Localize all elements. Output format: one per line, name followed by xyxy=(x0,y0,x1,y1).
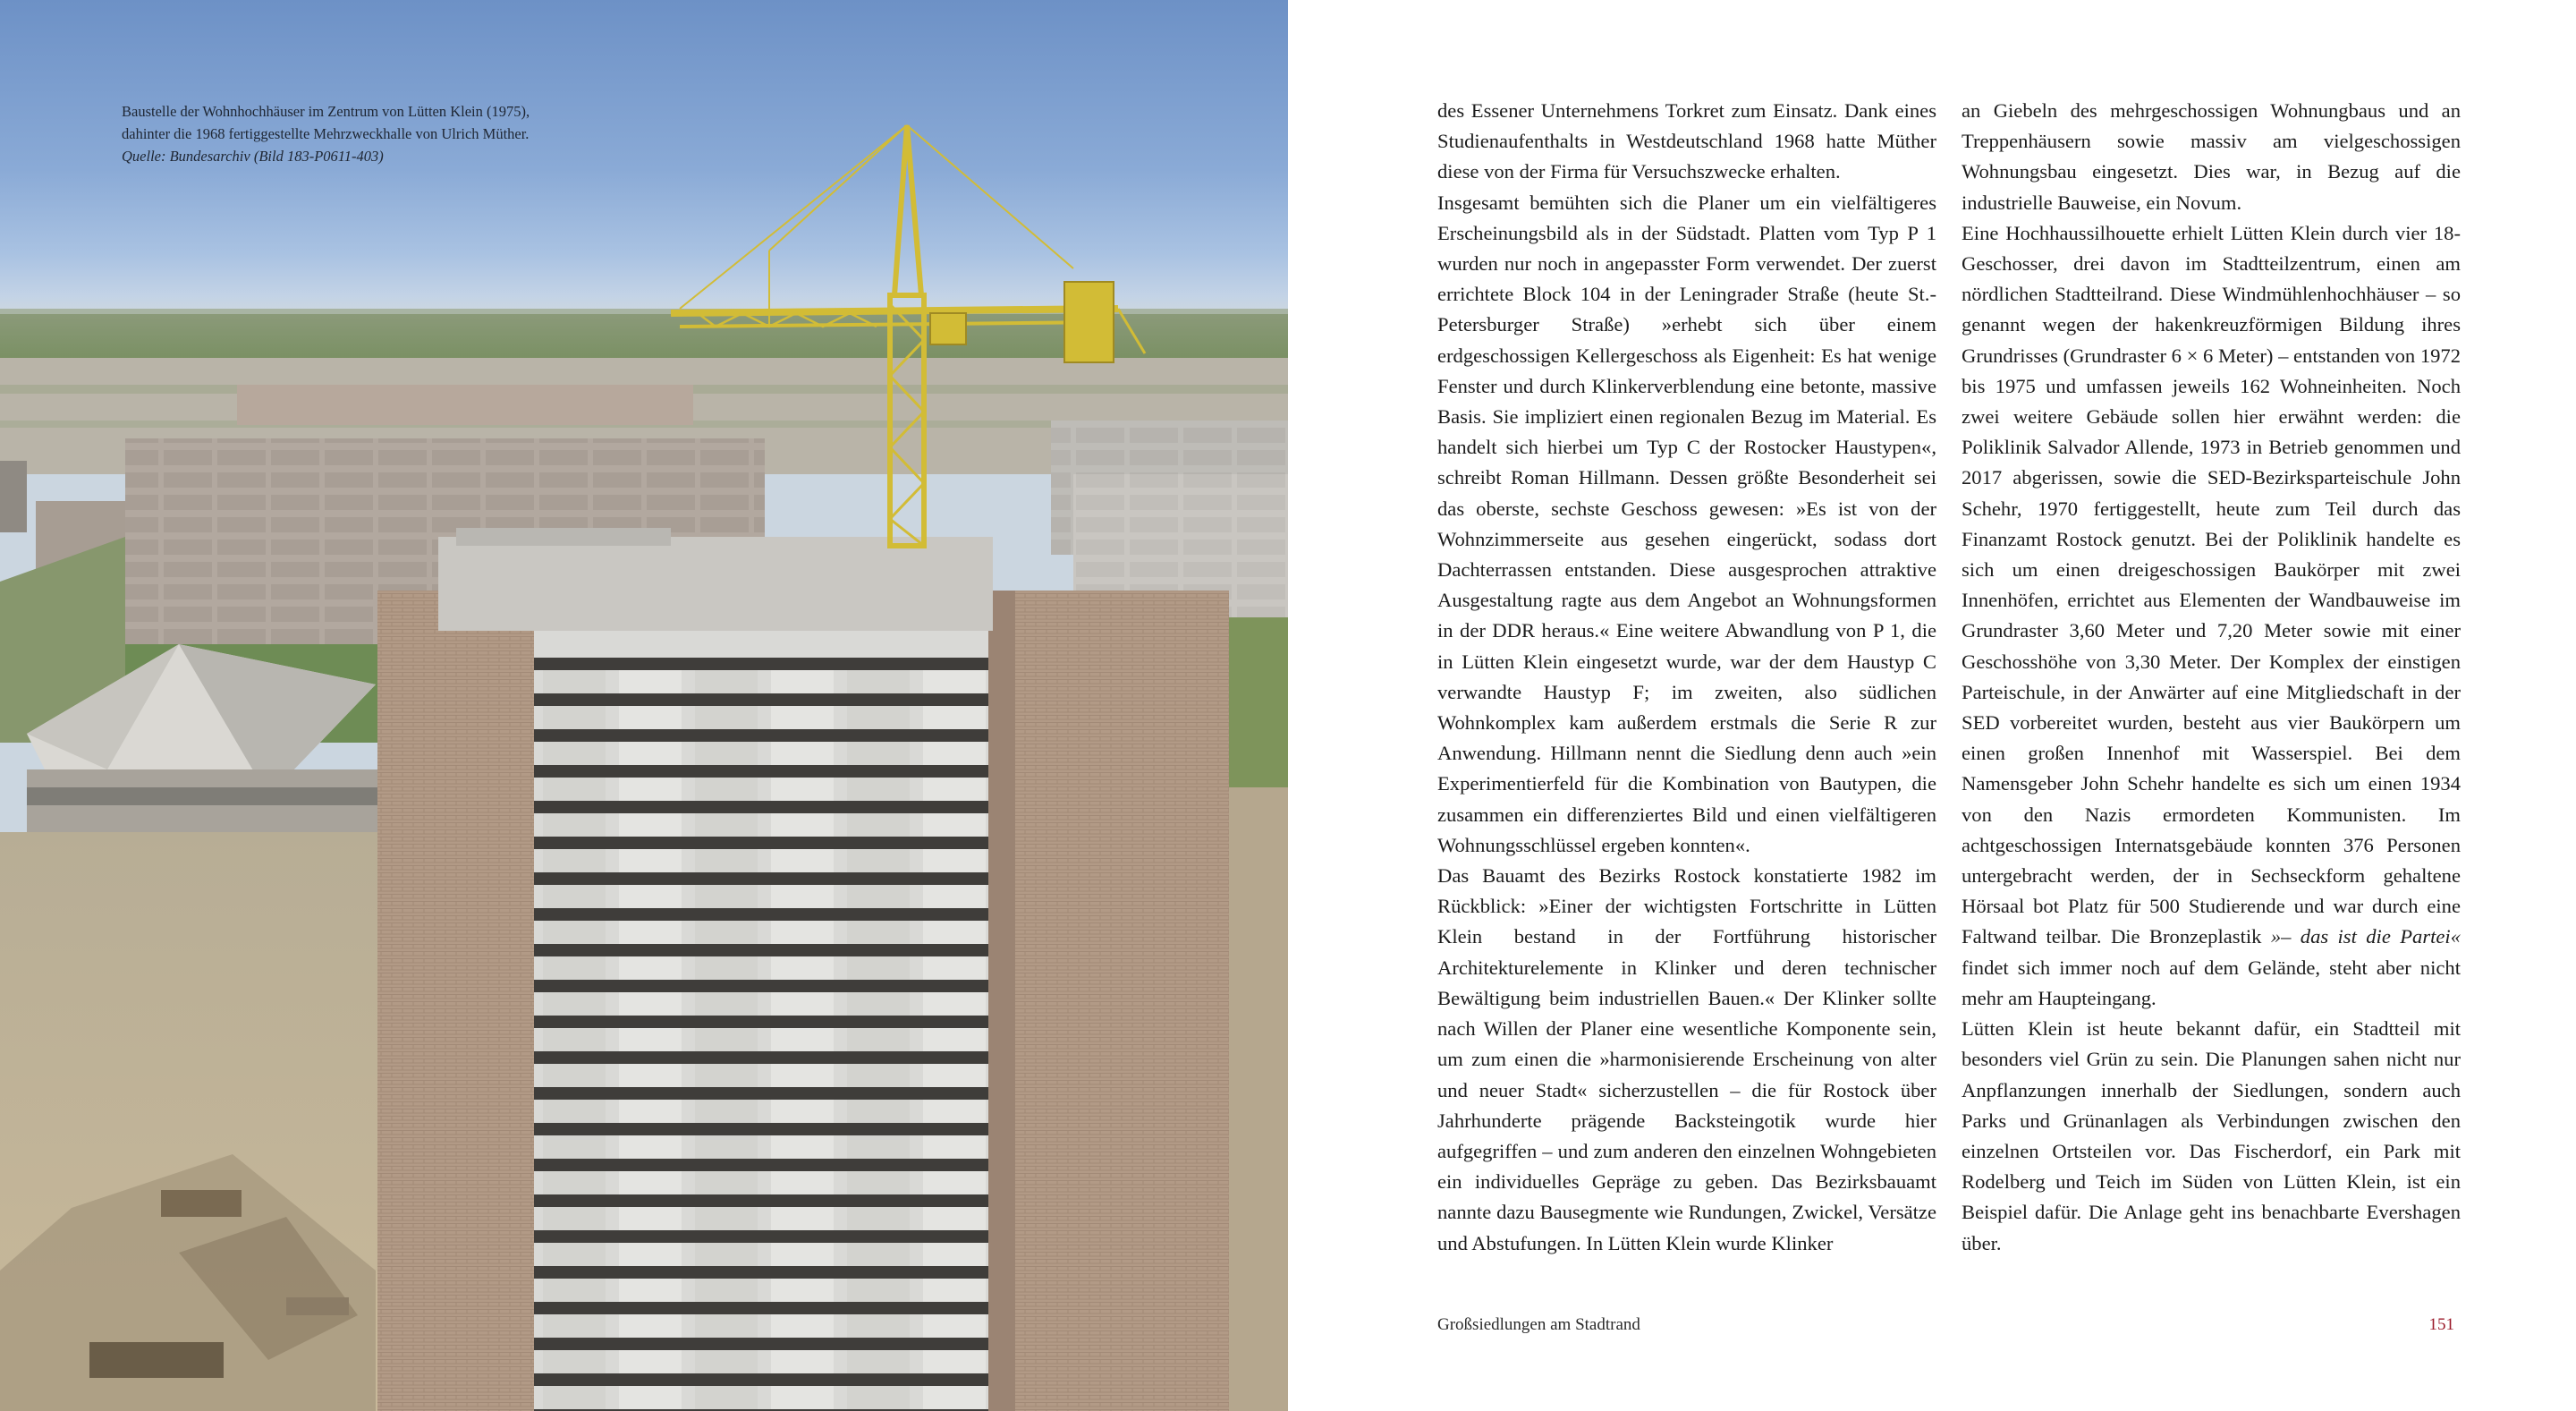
tower-panel xyxy=(619,1100,682,1123)
tower-panel xyxy=(619,921,682,944)
tower-panel xyxy=(923,885,986,908)
tower-panel xyxy=(771,956,834,980)
tower-panel xyxy=(771,1135,834,1159)
tower-floor-shadow xyxy=(534,801,988,813)
caption-line-2: dahinter die 1968 fertiggestellte Mehrzweckhalle von Ulrich Müther. xyxy=(122,125,530,142)
tower-panel xyxy=(695,778,758,801)
tower-panel xyxy=(847,706,910,729)
tower-panel xyxy=(847,1243,910,1266)
tower-panel xyxy=(543,1028,606,1051)
tower-panel xyxy=(543,1171,606,1194)
tower-panel xyxy=(543,992,606,1016)
tower-panel xyxy=(847,1171,910,1194)
paragraph: Insgesamt bemühten sich die Planer um ein vielfältigeres Erscheinungsbild als in der Südstadt. Platten vom Typ P 1 wurden nur noch in angepasster Form verwendet. Der zuerst errichtete Block 104 in der Leningrader Straße (heute St.-Petersburger Straße) »erhebt sich über einem erdgeschossigen Kellergeschoss als Eigenheit: Es hat wenige Fenster und durch Klinkerverblendung eine betonte, massive Basis. Sie impliziert einen regionalen Bezug im Material. Es handelt sich hierbei um Typ C der Rostocker Haustypen«, schreibt Roman Hillmann. Dessen größte Besonderheit sei das oberste, sechste Geschoss gewesen: »Es ist von der Wohnzimmerseite aus gesehen eingerückt, sodass dort Dachterrassen entstanden. Diese ausgesprochen attraktive Ausgestaltung ragte aus dem Angebot an Wohnungsformen in der DDR heraus.« Eine weitere Abwandlung von P 1, die in Lütten Klein eingesetzt wurde, war der dem Haustyp C verwandte Haustyp F; im zweiten, also südlichen Wohnkomplex kam außerdem erstmals die Serie R zur Anwendung. Hillmann nennt die Siedlung denn auch »ein Experimentierfeld für die Kombination von Bautypen, die zusammen ein differenziertes Bild und einen vielfältigeren Wohnungsschlüssel ergeben konnten«. xyxy=(1437,191,1936,856)
tower-panel xyxy=(695,1064,758,1087)
tower-panel xyxy=(695,1279,758,1302)
photo-caption xyxy=(122,100,658,167)
tower-panel xyxy=(619,813,682,837)
tower-floor-shadow xyxy=(534,1087,988,1100)
tower-panel xyxy=(923,778,986,801)
tower-panel xyxy=(695,1171,758,1194)
tower-panel xyxy=(847,1135,910,1159)
tower-panel xyxy=(695,742,758,765)
paragraph xyxy=(1962,218,2461,1014)
tower-panel xyxy=(619,1028,682,1051)
tower-panel xyxy=(695,992,758,1016)
paragraph: des Essener Unternehmens Torkret zum Einsatz. Dank eines Studienaufenthalts in Westdeutschland 1968 hatte Müther diese von der Firma für Versuchszwecke erhalten. xyxy=(1437,99,1936,183)
tower-panel xyxy=(771,1171,834,1194)
tower-panel xyxy=(923,1243,986,1266)
tower-floor-shadow xyxy=(534,658,988,670)
tower-floor-shadow xyxy=(534,1266,988,1279)
tower-panel xyxy=(619,849,682,872)
tower-panel xyxy=(923,1350,986,1373)
tower-panel xyxy=(923,813,986,837)
tower-panel xyxy=(695,885,758,908)
tower-panel xyxy=(543,956,606,980)
tower-panel xyxy=(619,885,682,908)
tower-panel xyxy=(923,921,986,944)
tower-panel xyxy=(695,706,758,729)
tower-floor-shadow xyxy=(534,1016,988,1028)
tower-panel xyxy=(619,1171,682,1194)
caption-source: Quelle: Bundesarchiv (Bild 183-P0611-403) xyxy=(122,148,384,165)
tower-panel xyxy=(619,1279,682,1302)
tower-floor-shadow xyxy=(534,908,988,921)
tower-floor-shadow xyxy=(534,872,988,885)
tower-panel xyxy=(543,778,606,801)
tower-panel xyxy=(543,849,606,872)
tower-panel xyxy=(543,1243,606,1266)
tower-panel xyxy=(847,1028,910,1051)
tower-panel xyxy=(847,1100,910,1123)
tower-panel xyxy=(619,1386,682,1409)
tower-panel xyxy=(847,1279,910,1302)
tower-panel xyxy=(923,706,986,729)
tower-panel xyxy=(695,956,758,980)
tower-panel xyxy=(923,956,986,980)
tower-panel xyxy=(695,1100,758,1123)
tower-panel xyxy=(543,742,606,765)
tower-floor-shadow xyxy=(534,1123,988,1135)
tower-panel xyxy=(923,1028,986,1051)
tower-panel xyxy=(847,778,910,801)
tower-panel xyxy=(543,813,606,837)
tower-panel xyxy=(619,1243,682,1266)
tower-panel xyxy=(847,742,910,765)
tower-floor-shadow xyxy=(534,944,988,956)
tower-panel xyxy=(543,1279,606,1302)
tower-panel xyxy=(543,1314,606,1338)
tower-floor-shadow xyxy=(534,1302,988,1314)
tower-panel xyxy=(543,885,606,908)
paragraph-text: Eine Hochhaussilhouette erhielt Lütten Klein durch vier 18-Geschosser, drei davon im Stadtteilzentrum, einen am nördlichen Stadtteilrand. Diese Windmühlenhochhäuser – so genannt wegen der hakenkreuzförmigen Bildung ihres Grundrisses (Grundraster 6 × 6 Meter) – entstanden von 1972 bis 1975 und umfassen jeweils 162 Wohneinheiten. Noch zwei weitere Gebäude sollen hier erwähnt werden: die Poliklinik Salvador Allende, 1973 in Betrieb genommen und 2017 abgerissen, sowie die SED-Bezirksparteischule John Schehr, 1970 fertiggestellt, heute zum Teil durch das Finanzamt Rostock genutzt. Bei der Poliklinik handelte es sich um einen dreigeschossigen Baukörper mit zwei Innenhöfen, errichtet aus Elementen der Wandbauweise im Grundraster 3,60 Meter und 7,20 Meter sowie mit einer Geschosshöhe von 3,30 Meter. Der Komplex der einstigen Parteischule, in der Anwärter auf eine Mitgliedschaft in der SED vorbereitet wurden, besteht aus vier Baukörpern um einen großen Innenhof mit Wasserspiel. Bei dem Namensgeber John Schehr handelte es sich um einen 1934 von den Nazis ermordeten Kommunisten. Im achtgeschossigen Internatsgebäude konnten 376 Personen untergebracht werden, der in Sechseckform gehaltene Hörsaal bot Platz für 500 Studierende und war durch eine Faltwand teilbar. Die Bronzeplastik xyxy=(1962,221,2462,948)
tower-panel xyxy=(771,1028,834,1051)
tower-panel xyxy=(771,1350,834,1373)
tower-panel xyxy=(695,921,758,944)
tower-panel xyxy=(771,706,834,729)
tower-panel xyxy=(695,813,758,837)
tower-panel xyxy=(847,1350,910,1373)
tower-panel xyxy=(923,1386,986,1409)
paragraph-text: findet sich immer noch auf dem Gelände, steht aber nicht mehr am Haupteingang. xyxy=(1962,956,2461,1009)
tower-floor-shadow xyxy=(534,980,988,992)
tower-panel xyxy=(619,1314,682,1338)
paragraph: Lütten Klein ist heute bekannt dafür, ein Stadtteil mit besonders viel Grün zu sein. Die Planungen sahen nicht nur Anpflanzungen innerhalb der Siedlungen, sondern auch Parks und Grünanlagen als Verbindungen zwischen den einzelnen Ortsteilen vor. Das Fischerdorf, ein Park mit Rodelberg und Teich im Süden von Lütten Klein, ist ein Beispiel dafür. Die Anlage geht ins benachbarte Evershagen über. xyxy=(1962,1017,2461,1254)
tower-panel xyxy=(771,1386,834,1409)
tower-panel xyxy=(771,670,834,693)
tower-panel xyxy=(619,1350,682,1373)
tower-panel xyxy=(695,1207,758,1230)
tower-panel xyxy=(619,956,682,980)
tower-panel xyxy=(695,1135,758,1159)
tower-panel xyxy=(923,849,986,872)
tower-floor-shadow xyxy=(534,693,988,706)
caption-line-1: Baustelle der Wohnhochhäuser im Zentrum von Lütten Klein (1975), xyxy=(122,103,530,120)
tower-panel xyxy=(543,1207,606,1230)
tower-panel xyxy=(619,670,682,693)
page-number: 151 xyxy=(2428,1315,2454,1334)
tower-panel xyxy=(771,1064,834,1087)
tower-panel xyxy=(695,1350,758,1373)
tower-floor-shadow xyxy=(534,1194,988,1207)
tower-panel xyxy=(771,849,834,872)
tower-panel xyxy=(543,1386,606,1409)
tower-panel xyxy=(847,1207,910,1230)
running-title: Großsiedlungen am Stadtrand xyxy=(1437,1315,1640,1334)
tower-panel xyxy=(923,1279,986,1302)
tower-panel xyxy=(619,1135,682,1159)
tower-panel xyxy=(847,921,910,944)
tower-floor-shadow xyxy=(534,1338,988,1350)
tower-panel xyxy=(695,1386,758,1409)
tower-under-construction xyxy=(377,528,1229,1411)
tower-panel xyxy=(771,1279,834,1302)
tower-panel xyxy=(771,742,834,765)
tower-panel xyxy=(695,1243,758,1266)
tower-floor-shadow xyxy=(534,1230,988,1243)
tower-panel xyxy=(619,992,682,1016)
tower-floor-shadow xyxy=(534,729,988,742)
tower-panel xyxy=(923,1171,986,1194)
tower-panel xyxy=(771,921,834,944)
tower-floor-shadow xyxy=(534,837,988,849)
tower-panel xyxy=(543,670,606,693)
tower-panel xyxy=(695,1028,758,1051)
tower-panel xyxy=(847,992,910,1016)
tower-floor-shadow xyxy=(534,1373,988,1386)
tower-panel xyxy=(695,849,758,872)
text-column-left xyxy=(1437,96,1936,1259)
tower-panel xyxy=(771,992,834,1016)
tower-panel xyxy=(923,1207,986,1230)
tower-panel xyxy=(847,1386,910,1409)
tower-panel xyxy=(619,778,682,801)
tower-panel xyxy=(923,1314,986,1338)
tower-panel xyxy=(543,706,606,729)
tower-panel xyxy=(771,885,834,908)
tower-panel xyxy=(695,670,758,693)
tower-panel xyxy=(619,742,682,765)
tower-panel xyxy=(847,885,910,908)
tower-panel xyxy=(543,1135,606,1159)
tower-panel xyxy=(771,1207,834,1230)
tower-panel xyxy=(543,921,606,944)
tower-panel xyxy=(923,1100,986,1123)
text-column-right xyxy=(1962,96,2461,1259)
tower-panel xyxy=(847,813,910,837)
tower-panel xyxy=(847,1314,910,1338)
sculpture-title: »– das ist die Partei« xyxy=(2270,925,2461,948)
tower-panel xyxy=(923,1064,986,1087)
tower-panel xyxy=(543,1350,606,1373)
tower-panel xyxy=(847,849,910,872)
tower-panel xyxy=(771,1100,834,1123)
tower-panel xyxy=(847,956,910,980)
tower-panel xyxy=(847,1064,910,1087)
tower-floor-shadow xyxy=(534,765,988,778)
paragraph: an Giebeln des mehrgeschossigen Wohnungbaus und an Treppenhäusern sowie massiv am vielgeschossigen Wohnungsbau eingesetzt. Dies war, in Bezug auf die industrielle Bauweise, ein Novum. xyxy=(1962,99,2461,214)
paragraph: Das Bauamt des Bezirks Rostock konstatierte 1982 im Rückblick: »Einer der wichtigsten Fortschritte in Lütten Klein bestand in der Fortführung historischer Architekturelemente in Klinker und deren technischer Bewältigung beim industriellen Bauen.« Der Klinker sollte nach Willen der Planer eine wesentliche Komponente sein, um zum einen die »harmonisierende Erscheinung von alter und neuer Stadt« sicherzustellen – die für Rostock über Jahrhunderte prägende Backsteingotik wurde hier aufgegriffen – und zum anderen den einzelnen Wohngebieten ein individuelles Gepräge zu geben. Das Bezirksbauamt nannte dazu Bausegmente wie Rundungen, Zwickel, Versätze und Abstufungen. In Lütten Klein wurde Klinker xyxy=(1437,864,1936,1254)
tower-panel xyxy=(847,670,910,693)
tower-panel xyxy=(771,1314,834,1338)
tower-panel xyxy=(619,1064,682,1087)
tower-panel xyxy=(923,992,986,1016)
tower-panel xyxy=(543,1100,606,1123)
tower-panel xyxy=(923,742,986,765)
tower-panel xyxy=(771,778,834,801)
tower-panel xyxy=(771,813,834,837)
tower-panel xyxy=(619,1207,682,1230)
tower-panel xyxy=(923,670,986,693)
tower-panel xyxy=(923,1135,986,1159)
tower-panel xyxy=(619,706,682,729)
tower-floor-shadow xyxy=(534,1051,988,1064)
tower-panel xyxy=(695,1314,758,1338)
tower-panel xyxy=(771,1243,834,1266)
tower-floor-shadow xyxy=(534,1159,988,1171)
tower-panel xyxy=(543,1064,606,1087)
